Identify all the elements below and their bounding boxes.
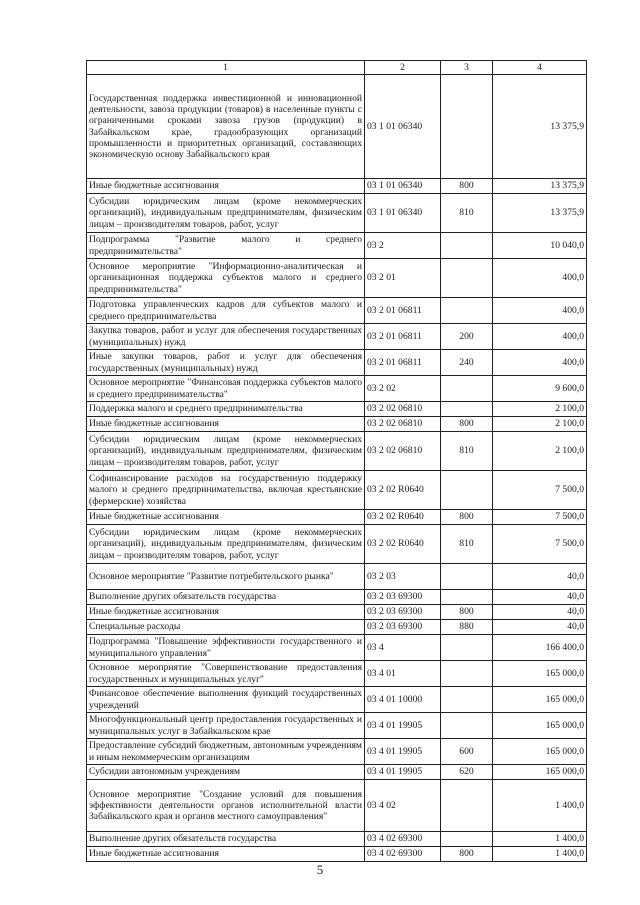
row-csr-cell: 03 2 02 R0640 xyxy=(365,471,441,510)
row-name-cell: Иные закупки товаров, работ и услуг для обеспечения государственных (муниципальных) нужд xyxy=(87,350,365,376)
row-sum-cell: 165 000,0 xyxy=(493,661,587,687)
row-vr-cell xyxy=(441,564,493,590)
table-row xyxy=(87,635,587,661)
row-csr-cell: 03 4 xyxy=(365,635,441,661)
row-csr-cell: 03 2 03 69300 xyxy=(365,620,441,635)
table-row xyxy=(87,620,587,635)
row-sum-cell: 40,0 xyxy=(493,564,587,590)
row-sum-cell: 2 100,0 xyxy=(493,432,587,471)
row-name-cell: Подготовка управленческих кадров для субъектов малого и среднего предпринимательства xyxy=(87,298,365,324)
row-sum-cell: 40,0 xyxy=(493,605,587,620)
row-name-cell: Многофункциональный центр предоставления государственных и муниципальных услуг в Забайкальском крае xyxy=(87,713,365,739)
header-col-3: 3 xyxy=(441,61,493,75)
table-row xyxy=(87,259,587,298)
row-csr-cell: 03 4 01 19905 xyxy=(365,739,441,765)
header-col-2: 2 xyxy=(365,61,441,75)
row-sum-cell: 165 000,0 xyxy=(493,713,587,739)
row-sum-cell: 7 500,0 xyxy=(493,471,587,510)
row-vr-cell xyxy=(441,75,493,179)
table-row xyxy=(87,687,587,713)
row-name-cell: Иные бюджетные ассигнования xyxy=(87,417,365,432)
row-csr-cell: 03 4 02 69300 xyxy=(365,847,441,862)
row-name-cell: Основное мероприятие "Информационно-аналитическая и организационная поддержка субъектов малого и среднего предпринимательства" xyxy=(87,259,365,298)
row-sum-cell: 2 100,0 xyxy=(493,417,587,432)
row-vr-cell xyxy=(441,713,493,739)
row-sum-cell: 10 040,0 xyxy=(493,233,587,259)
row-name-cell: Поддержка малого и среднего предпринимательства xyxy=(87,402,365,417)
row-csr-cell: 03 2 02 xyxy=(365,376,441,402)
row-vr-cell: 880 xyxy=(441,620,493,635)
table-row xyxy=(87,432,587,471)
row-vr-cell xyxy=(441,687,493,713)
row-vr-cell: 620 xyxy=(441,765,493,780)
table-row xyxy=(87,298,587,324)
table-row xyxy=(87,75,587,179)
row-sum-cell: 2 100,0 xyxy=(493,402,587,417)
row-name-cell: Государственная поддержка инвестиционной и инновационной деятельности, завоза продукции (товаров) в населенные пункты с ограниченными сроками завоза грузов (продукции) в Забайкальском крае, градообразующих организаций промышленности и приоритетных организаций, составляющих экономическую основу Забайкальского края xyxy=(87,75,365,179)
row-sum-cell: 165 000,0 xyxy=(493,765,587,780)
table-row xyxy=(87,510,587,525)
row-csr-cell: 03 2 xyxy=(365,233,441,259)
row-vr-cell xyxy=(441,259,493,298)
row-sum-cell: 165 000,0 xyxy=(493,739,587,765)
row-name-cell: Субсидии юридическим лицам (кроме некоммерческих организаций), индивидуальным предпринимателям, физическим лицам – производителям товаров, работ, услуг xyxy=(87,432,365,471)
row-name-cell: Субсидии юридическим лицам (кроме некоммерческих организаций), индивидуальным предпринимателям, физическим лицам – производителям товаров, работ, услуг xyxy=(87,525,365,564)
table-row xyxy=(87,564,587,590)
row-sum-cell: 1 400,0 xyxy=(493,780,587,832)
row-csr-cell: 03 4 01 xyxy=(365,661,441,687)
table-row xyxy=(87,605,587,620)
table-body xyxy=(87,75,587,862)
table-row xyxy=(87,324,587,350)
budget-table xyxy=(86,60,587,862)
row-vr-cell xyxy=(441,780,493,832)
row-csr-cell: 03 4 02 69300 xyxy=(365,832,441,847)
row-sum-cell: 9 600,0 xyxy=(493,376,587,402)
table-row xyxy=(87,765,587,780)
row-vr-cell: 800 xyxy=(441,510,493,525)
row-sum-cell: 400,0 xyxy=(493,324,587,350)
row-name-cell: Предоставление субсидий бюджетным, автономным учреждениям и иным некоммерческим организациям xyxy=(87,739,365,765)
row-csr-cell: 03 2 03 69300 xyxy=(365,590,441,605)
row-vr-cell xyxy=(441,832,493,847)
header-row xyxy=(87,61,587,75)
row-csr-cell: 03 1 01 06340 xyxy=(365,179,441,194)
row-vr-cell xyxy=(441,376,493,402)
header-col-1: 1 xyxy=(87,61,365,75)
row-csr-cell: 03 2 02 R0640 xyxy=(365,525,441,564)
row-name-cell: Софинансирование расходов на государственную поддержку малого и среднего предпринимательства, включая крестьянские (фермерские) хозяйства xyxy=(87,471,365,510)
table-row xyxy=(87,233,587,259)
row-vr-cell: 810 xyxy=(441,194,493,233)
row-name-cell: Выполнение других обязательств государства xyxy=(87,832,365,847)
row-vr-cell xyxy=(441,471,493,510)
row-sum-cell: 40,0 xyxy=(493,620,587,635)
row-name-cell: Подпрограмма "Развитие малого и среднего предпринимательства" xyxy=(87,233,365,259)
row-csr-cell: 03 2 02 06810 xyxy=(365,417,441,432)
table-row xyxy=(87,713,587,739)
table-row xyxy=(87,739,587,765)
row-vr-cell xyxy=(441,402,493,417)
table-row xyxy=(87,661,587,687)
row-vr-cell: 810 xyxy=(441,432,493,471)
row-sum-cell: 400,0 xyxy=(493,298,587,324)
page-number: 5 xyxy=(316,862,324,877)
row-csr-cell: 03 2 01 06811 xyxy=(365,350,441,376)
table-row xyxy=(87,179,587,194)
row-sum-cell: 166 400,0 xyxy=(493,635,587,661)
row-name-cell: Иные бюджетные ассигнования xyxy=(87,179,365,194)
row-sum-cell: 7 500,0 xyxy=(493,510,587,525)
row-csr-cell: 03 2 02 06810 xyxy=(365,432,441,471)
row-vr-cell: 800 xyxy=(441,605,493,620)
row-csr-cell: 03 4 01 19905 xyxy=(365,713,441,739)
table-row xyxy=(87,402,587,417)
row-csr-cell: 03 4 02 xyxy=(365,780,441,832)
row-name-cell: Субсидии автономным учреждениям xyxy=(87,765,365,780)
row-csr-cell: 03 2 02 R0640 xyxy=(365,510,441,525)
table-row xyxy=(87,847,587,862)
row-vr-cell: 800 xyxy=(441,417,493,432)
row-name-cell: Финансовое обеспечение выполнения функций государственных учреждений xyxy=(87,687,365,713)
row-csr-cell: 03 2 03 xyxy=(365,564,441,590)
row-name-cell: Закупка товаров, работ и услуг для обеспечения государственных (муниципальных) нужд xyxy=(87,324,365,350)
row-name-cell: Специальные расходы xyxy=(87,620,365,635)
row-sum-cell: 13 375,9 xyxy=(493,179,587,194)
row-vr-cell xyxy=(441,661,493,687)
row-vr-cell: 240 xyxy=(441,350,493,376)
row-csr-cell: 03 2 01 xyxy=(365,259,441,298)
row-csr-cell: 03 4 01 19905 xyxy=(365,765,441,780)
row-sum-cell: 400,0 xyxy=(493,350,587,376)
row-name-cell: Субсидии юридическим лицам (кроме некоммерческих организаций), индивидуальным предпринимателям, физическим лицам – производителям товаров, работ, услуг xyxy=(87,194,365,233)
table-row xyxy=(87,417,587,432)
table-row xyxy=(87,376,587,402)
row-sum-cell: 1 400,0 xyxy=(493,847,587,862)
table-row xyxy=(87,471,587,510)
table-row xyxy=(87,525,587,564)
header-col-4: 4 xyxy=(493,61,587,75)
row-name-cell: Выполнение других обязательств государства xyxy=(87,590,365,605)
row-name-cell: Основное мероприятие "Развитие потребительского рынка" xyxy=(87,564,365,590)
row-vr-cell: 800 xyxy=(441,847,493,862)
row-name-cell: Иные бюджетные ассигнования xyxy=(87,605,365,620)
row-csr-cell: 03 2 01 06811 xyxy=(365,324,441,350)
row-sum-cell: 165 000,0 xyxy=(493,687,587,713)
row-sum-cell: 13 375,9 xyxy=(493,75,587,179)
row-csr-cell: 03 1 01 06340 xyxy=(365,75,441,179)
row-name-cell: Подпрограмма "Повышение эффективности государственного и муниципального управления" xyxy=(87,635,365,661)
row-sum-cell: 1 400,0 xyxy=(493,832,587,847)
row-vr-cell xyxy=(441,233,493,259)
row-vr-cell: 810 xyxy=(441,525,493,564)
row-name-cell: Основное мероприятие "Создание условий для повышения эффективности деятельности органов исполнительной власти Забайкальского края и органов местного самоуправления" xyxy=(87,780,365,832)
row-csr-cell: 03 4 01 10000 xyxy=(365,687,441,713)
row-sum-cell: 400,0 xyxy=(493,259,587,298)
row-csr-cell: 03 2 01 06811 xyxy=(365,298,441,324)
row-sum-cell: 7 500,0 xyxy=(493,525,587,564)
row-csr-cell: 03 1 01 06340 xyxy=(365,194,441,233)
row-name-cell: Иные бюджетные ассигнования xyxy=(87,510,365,525)
row-vr-cell xyxy=(441,635,493,661)
row-sum-cell: 40,0 xyxy=(493,590,587,605)
table-row xyxy=(87,832,587,847)
row-vr-cell xyxy=(441,590,493,605)
table-row xyxy=(87,194,587,233)
table-row xyxy=(87,350,587,376)
row-name-cell: Иные бюджетные ассигнования xyxy=(87,847,365,862)
row-vr-cell: 200 xyxy=(441,324,493,350)
row-vr-cell: 800 xyxy=(441,179,493,194)
row-csr-cell: 03 2 02 06810 xyxy=(365,402,441,417)
row-vr-cell: 600 xyxy=(441,739,493,765)
table-row xyxy=(87,780,587,832)
row-sum-cell: 13 375,9 xyxy=(493,194,587,233)
row-vr-cell xyxy=(441,298,493,324)
row-name-cell: Основное мероприятие "Финансовая поддержка субъектов малого и среднего предпринимательства" xyxy=(87,376,365,402)
row-name-cell: Основное мероприятие "Совершенствование предоставления государственных и муниципальных услуг" xyxy=(87,661,365,687)
table-row xyxy=(87,590,587,605)
row-csr-cell: 03 2 03 69300 xyxy=(365,605,441,620)
